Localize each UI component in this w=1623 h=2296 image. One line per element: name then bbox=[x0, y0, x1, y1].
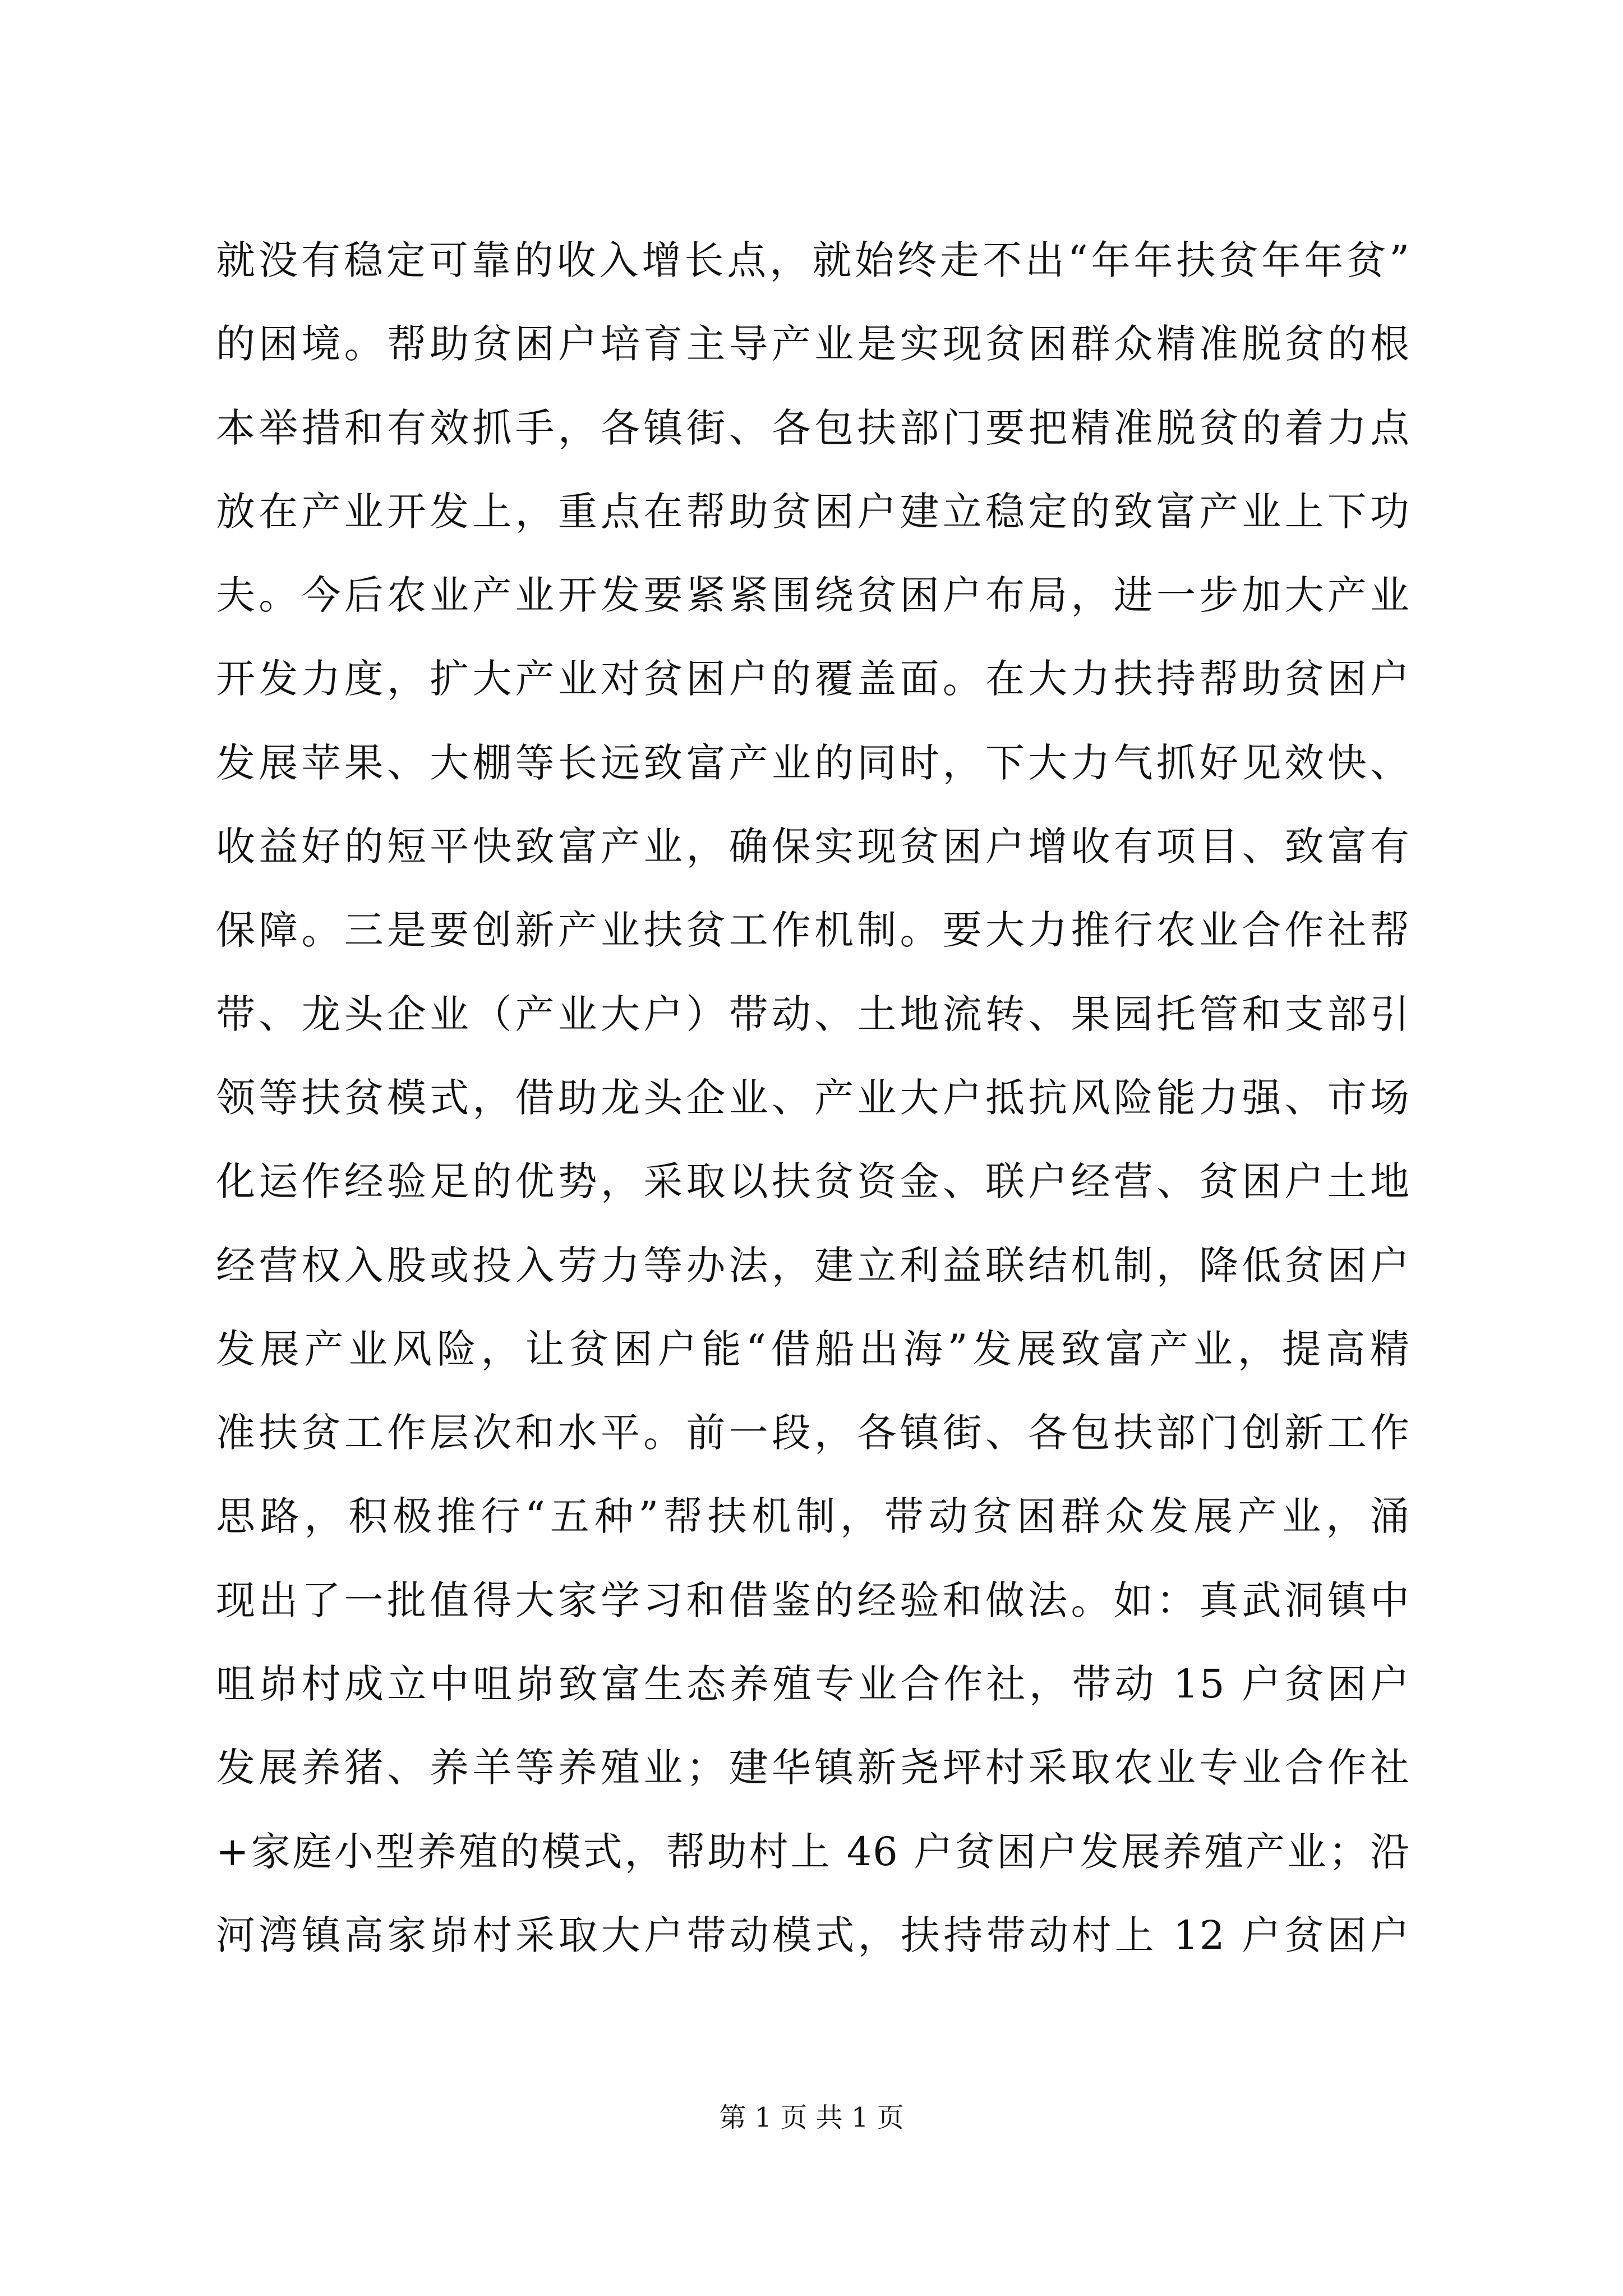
text-line: 放在产业开发上，重点在帮助贫困户建立稳定的致富产业上下功 bbox=[216, 488, 1410, 535]
text-line: 河湾镇高家峁村采取大户带动模式，扶持带动村上 12 户贫困户 bbox=[216, 1912, 1410, 1958]
page-footer: 第 1 页 共 1 页 bbox=[719, 2102, 904, 2133]
text-line: 就没有稳定可靠的收入增长点，就始终走不出“年年扶贫年年贫” bbox=[216, 237, 1410, 283]
text-line: 保障。三是要创新产业扶贫工作机制。要大力推行农业合作社帮 bbox=[216, 907, 1410, 954]
text-line: 本举措和有效抓手，各镇街、各包扶部门要把精准脱贫的着力点 bbox=[216, 404, 1410, 451]
text-line: 经营权入股或投入劳力等办法，建立利益联结机制，降低贫困户 bbox=[216, 1242, 1410, 1289]
text-line: 思路，积极推行“五种”帮扶机制，带动贫困群众发展产业，涌 bbox=[216, 1493, 1410, 1540]
body-text bbox=[216, 219, 1410, 1977]
text-line: 发展养猪、养羊等养殖业；建华镇新尧坪村采取农业专业合作社 bbox=[216, 1745, 1410, 1791]
text-line: 现出了一批值得大家学习和借鉴的经验和做法。如：真武洞镇中 bbox=[216, 1577, 1410, 1623]
text-line: 准扶贫工作层次和水平。前一段，各镇街、各包扶部门创新工作 bbox=[216, 1410, 1410, 1456]
text-line: 化运作经验足的优势，采取以扶贫资金、联户经营、贫困户土地 bbox=[216, 1158, 1410, 1205]
text-line: 收益好的短平快致富产业，确保实现贫困户增收有项目、致富有 bbox=[216, 823, 1410, 870]
text-line: +家庭小型养殖的模式，帮助村上 46 户贫困户发展养殖产业；沿 bbox=[216, 1828, 1410, 1875]
text-line: 咀峁村成立中咀峁致富生态养殖专业合作社，带动 15 户贫困户 bbox=[216, 1661, 1410, 1708]
text-line: 发展苹果、大棚等长远致富产业的同时，下大力气抓好见效快、 bbox=[216, 739, 1410, 786]
text-line: 发展产业风险，让贫困户能“借船出海”发展致富产业，提高精 bbox=[216, 1326, 1410, 1372]
text-line: 的困境。帮助贫困户培育主导产业是实现贫困群众精准脱贫的根 bbox=[216, 321, 1410, 367]
text-line: 夫。今后农业产业开发要紧紧围绕贫困户布局，进一步加大产业 bbox=[216, 572, 1410, 619]
text-line: 领等扶贫模式，借助龙头企业、产业大户抵抗风险能力强、市场 bbox=[216, 1074, 1410, 1121]
text-line: 带、龙头企业（产业大户）带动、土地流转、果园托管和支部引 bbox=[216, 991, 1410, 1037]
text-line: 开发力度，扩大产业对贫困户的覆盖面。在大力扶持帮助贫困户 bbox=[216, 656, 1410, 702]
